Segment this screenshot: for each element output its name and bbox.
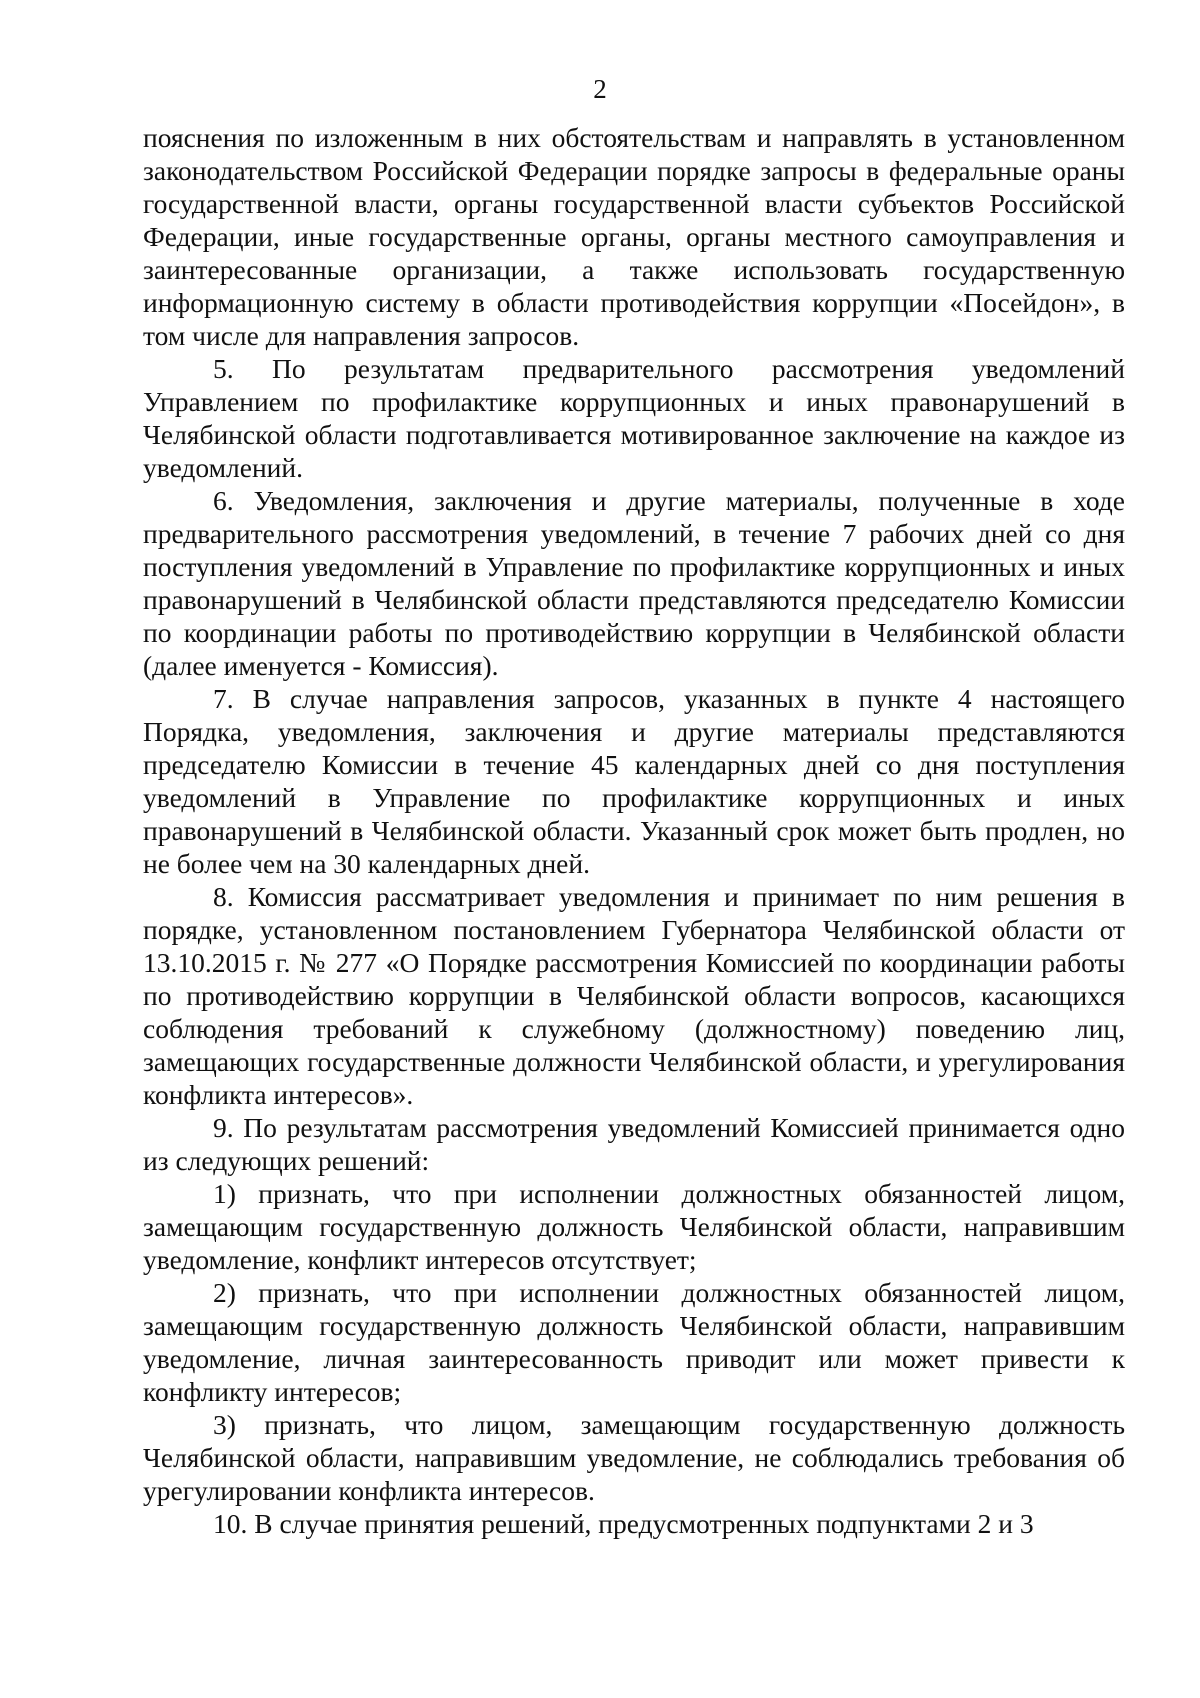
page-number: 2: [593, 74, 607, 104]
paragraph-9: 9. По результатам рассмотрения уведомлений Комиссией принимается одно из следующих решений:: [143, 1112, 1125, 1176]
paragraph-5: 5. По результатам предварительного рассмотрения уведомлений Управлением по профилактике коррупционных и иных правонарушений в Челябинской области подготавливается мотивированное заключение на каждое из уведомлений.: [143, 353, 1125, 483]
document-body: [143, 121, 1125, 1540]
subparagraph-2: 2) признать, что при исполнении должностных обязанностей лицом, замещающим государственную должность Челябинской области, направившим уведомление, личная заинтересованность приводит или может привести к конфликту интересов;: [143, 1277, 1125, 1407]
paragraph-8: 8. Комиссия рассматривает уведомления и принимает по ним решения в порядке, установленном постановлением Губернатора Челябинской области от 13.10.2015 г. № 277 «О Порядке рассмотрения Комиссией по координации работы по противодействию коррупции в Челябинской области вопросов, касающихся соблюдения требований к служебному (должностному) поведению лиц, замещающих государственные должности Челябинской области, и урегулирования конфликта интересов».: [143, 881, 1125, 1110]
paragraph-4-continuation: пояснения по изложенным в них обстоятельствам и направлять в установленном законодательством Российской Федерации порядке запросы в федеральные ораны государственной власти, органы государственной власти субъектов Российской Федерации, иные государственные органы, органы местного самоуправления и заинтересованные организации, а также использовать государственную информационную систему в области противодействия коррупции «Посейдон», в том числе для направления запросов.: [143, 122, 1125, 351]
paragraph-6: 6. Уведомления, заключения и другие материалы, полученные в ходе предварительного рассмотрения уведомлений, в течение 7 рабочих дней со дня поступления уведомлений в Управление по профилактике коррупционных и иных правонарушений в Челябинской области представляются председателю Комиссии по координации работы по противодействию коррупции в Челябинской области (далее именуется - Комиссия).: [143, 485, 1125, 681]
subparagraph-1: 1) признать, что при исполнении должностных обязанностей лицом, замещающим государственную должность Челябинской области, направившим уведомление, конфликт интересов отсутствует;: [143, 1178, 1125, 1275]
paragraph-10: 10. В случае принятия решений, предусмотренных подпунктами 2 и 3: [213, 1508, 1034, 1539]
paragraph-7: 7. В случае направления запросов, указанных в пункте 4 настоящего Порядка, уведомления, заключения и другие материалы представляются председателю Комиссии в течение 45 календарных дней со дня поступления уведомлений в Управление по профилактике коррупционных и иных правонарушений в Челябинской области. Указанный срок может быть продлен, но не более чем на 30 календарных дней.: [143, 683, 1125, 879]
subparagraph-3: 3) признать, что лицом, замещающим государственную должность Челябинской области, направившим уведомление, не соблюдались требования об урегулировании конфликта интересов.: [143, 1409, 1125, 1506]
